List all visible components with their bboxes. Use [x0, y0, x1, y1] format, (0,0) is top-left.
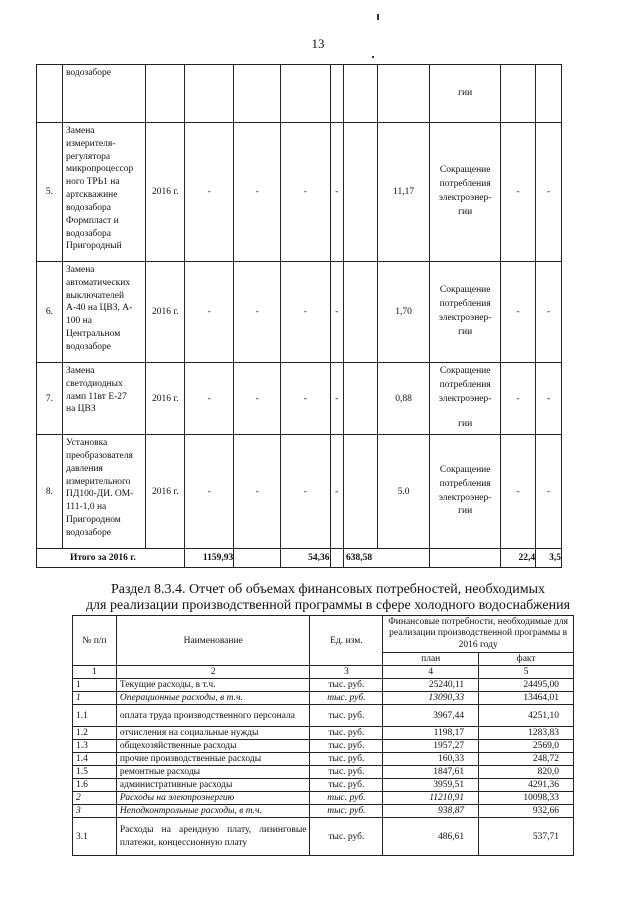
finance-row-fact: 13464,01	[479, 692, 574, 705]
finance-row-number: 1	[73, 692, 117, 705]
finance-row-unit: тыс. руб.	[310, 753, 383, 766]
finance-row-number: 3.1	[73, 818, 117, 856]
measure-effect-value: 0,88	[377, 363, 429, 435]
finance-row-number: 1	[73, 679, 117, 692]
measure-value: -	[536, 435, 562, 549]
measure-name-line: Пригородном	[65, 514, 121, 525]
measure-number: 8.	[37, 435, 63, 549]
measure-effect-value: 11,17	[377, 123, 429, 262]
measure-name-line: регулятора	[65, 151, 111, 162]
finance-row	[73, 818, 574, 856]
finance-row-name: Расходы на арендную плату, лизинговые платежи, концессионную плату	[116, 818, 310, 856]
finance-row-unit: тыс. руб.	[310, 705, 383, 727]
header-num: № п/п	[73, 616, 117, 666]
finance-row-name: ремонтные расходы	[116, 766, 310, 779]
finance-row-fact: 24495,00	[479, 679, 574, 692]
measure-name-line: водозаборе	[65, 527, 111, 538]
measure-name-line: светодиодных	[65, 378, 123, 389]
header-plan: план	[383, 653, 479, 666]
measure-name-line: измерителя-	[65, 138, 116, 149]
measure-name-line: Установка	[65, 438, 108, 449]
measure-effect	[430, 262, 501, 363]
measure-value: -	[501, 435, 536, 549]
col-number: 5	[479, 666, 574, 679]
measure-effect-line: гии	[458, 87, 473, 98]
measure-effect-line: Сокращение	[439, 366, 491, 376]
measure-effect-line: гии	[458, 326, 473, 337]
measure-effect-line: Сокращение	[439, 285, 491, 296]
measure-name-line: микропроцессор	[65, 164, 134, 175]
measure-name	[62, 123, 145, 262]
measure-empty	[343, 435, 377, 549]
finance-row-unit: тыс. руб.	[310, 679, 383, 692]
measure-number: 6.	[37, 262, 63, 363]
measure-value: -	[281, 435, 330, 549]
measure-effect	[430, 363, 501, 435]
measure-value: -	[185, 435, 234, 549]
finance-row-plan: 3959,51	[383, 779, 479, 792]
measure-effect-line: электроэнер-	[438, 193, 492, 203]
finance-row-unit: тыс. руб.	[310, 727, 383, 740]
finance-row-unit: тыс. руб.	[310, 740, 383, 753]
finance-row-name: Неподконтрольные расходы, в т.ч.	[116, 805, 310, 818]
measure-value: -	[234, 262, 281, 363]
measure-value	[330, 65, 343, 123]
measures-table	[36, 64, 562, 568]
measure-number: 5.	[37, 123, 63, 262]
measure-name-line: автоматических	[65, 277, 131, 288]
finance-row-plan: 25240,11	[383, 679, 479, 692]
measure-year: 2016 г.	[146, 363, 185, 435]
finance-row-number: 2	[73, 792, 117, 805]
finance-row-unit: тыс. руб.	[310, 692, 383, 705]
measure-value: -	[501, 262, 536, 363]
scan-speck	[372, 56, 374, 58]
measure-number: 7.	[37, 363, 63, 435]
measure-empty	[343, 65, 377, 123]
finance-row-fact: 2569,0	[479, 740, 574, 753]
measure-value: -	[501, 123, 536, 262]
measure-name-line: Формпласт и	[65, 215, 119, 226]
measure-year	[146, 65, 185, 123]
finance-row	[73, 766, 574, 779]
measure-value: -	[185, 363, 234, 435]
measure-effect-value	[377, 65, 429, 123]
measure-name-line: Замена	[65, 366, 95, 376]
measure-name	[62, 363, 145, 435]
col-number: 2	[116, 666, 310, 679]
finance-row	[73, 727, 574, 740]
total-empty	[430, 549, 501, 568]
measure-effect-line: электроэнер-	[438, 313, 492, 323]
measure-effect-line: гии	[458, 506, 473, 517]
finance-row-fact: 820,0	[479, 766, 574, 779]
finance-row-name: административные расходы	[116, 779, 310, 792]
finance-row-plan: 160,33	[383, 753, 479, 766]
total-value: 638,58	[343, 549, 429, 568]
finance-row-plan: 13090,33	[383, 692, 479, 705]
finance-row-name: Операционные расходы, в т.ч.	[116, 692, 310, 705]
finance-row-unit: тыс. руб.	[310, 779, 383, 792]
measure-name-line: измерительного	[65, 476, 131, 487]
total-empty	[234, 549, 281, 568]
measure-value: -	[330, 435, 343, 549]
finance-row-name: общехозяйственные расходы	[116, 740, 310, 753]
finance-row-unit: тыс. руб.	[310, 818, 383, 856]
section-caption-line-1: Раздел 8.3.4. Отчет об объемах финансовых потребностей, необходимых	[110, 582, 546, 597]
measure-value: -	[281, 123, 330, 262]
measure-name-line: Замена	[65, 126, 95, 136]
measure-row	[37, 262, 562, 363]
header-unit: Ед. изм.	[310, 616, 383, 666]
measure-name-line: преобразователя	[65, 450, 133, 461]
header-needs: Финансовые потребности, необходимые для реализации производственной программы в 2016 году	[383, 616, 574, 653]
measure-effect-line: электроэнер-	[438, 393, 492, 404]
measure-row	[37, 65, 562, 123]
measure-value: -	[185, 262, 234, 363]
finance-row-fact: 1283,83	[479, 727, 574, 740]
finance-row-fact: 10098,33	[479, 792, 574, 805]
total-value: 3,5	[536, 549, 562, 568]
measure-value: -	[330, 123, 343, 262]
finance-row	[73, 779, 574, 792]
finance-row-plan: 3967,44	[383, 705, 479, 727]
measure-name-line: Пригородный	[65, 241, 122, 252]
finance-row	[73, 805, 574, 818]
finance-row-fact: 4291,36	[479, 779, 574, 792]
finance-row-number: 1.2	[73, 727, 117, 740]
measure-name-line: Центральном	[65, 329, 121, 340]
page-number: 13	[311, 36, 325, 51]
col-number: 4	[383, 666, 479, 679]
finance-row-number: 1.1	[73, 705, 117, 727]
measure-year: 2016 г.	[146, 435, 185, 549]
finance-row-name: прочие производственные расходы	[116, 753, 310, 766]
measure-name	[62, 435, 145, 549]
header-name: Наименование	[116, 616, 310, 666]
finance-row-plan: 486,61	[383, 818, 479, 856]
measure-year: 2016 г.	[146, 123, 185, 262]
measure-name-line: на ЦВЗ	[65, 404, 96, 415]
measure-value: -	[234, 435, 281, 549]
measure-empty	[343, 262, 377, 363]
finance-row-unit: тыс. руб.	[310, 805, 383, 818]
finance-row-plan: 1957,27	[383, 740, 479, 753]
measure-effect	[430, 123, 501, 262]
finance-row-name: отчисления на социальные нужды	[116, 727, 310, 740]
measure-value: -	[536, 262, 562, 363]
measure-value: -	[501, 363, 536, 435]
measure-effect-value: 5.0	[377, 435, 429, 549]
finance-row-plan: 938,87	[383, 805, 479, 818]
measure-name-line: ного ТРЬ1 на	[65, 177, 120, 188]
measure-name-line: А-40 на ЦВЗ, А-	[65, 303, 133, 314]
measure-effect-line: гии	[458, 206, 473, 217]
measure-value	[185, 65, 234, 123]
measure-number	[37, 65, 63, 123]
measure-row	[37, 123, 562, 262]
financial-needs-table	[72, 615, 574, 856]
scan-speck	[377, 14, 379, 20]
finance-row	[73, 740, 574, 753]
finance-row-unit: тыс. руб.	[310, 792, 383, 805]
measure-effect-value: 1,70	[377, 262, 429, 363]
measure-name-line: водозабора	[65, 228, 111, 239]
finance-row-number: 1.4	[73, 753, 117, 766]
finance-row-fact: 932,66	[479, 805, 574, 818]
finance-row-number: 3	[73, 805, 117, 818]
col-number: 1	[73, 666, 117, 679]
measure-value: -	[536, 123, 562, 262]
finance-row	[73, 705, 574, 727]
measure-name-line: ПД100-ДИ. ОМ-	[65, 489, 134, 500]
measure-name	[62, 65, 145, 123]
measure-effect-line: потребления	[439, 478, 491, 489]
finance-row-plan: 11210,91	[383, 792, 479, 805]
finance-row-fact: 248,72	[479, 753, 574, 766]
measure-effect-line: гии	[458, 419, 473, 430]
measure-value: -	[536, 363, 562, 435]
measure-name-line: 111-1,0 на	[65, 502, 107, 513]
measure-name-line: водозаборе	[65, 341, 111, 352]
measure-name-line: выключателей	[65, 290, 125, 301]
finance-row	[73, 679, 574, 692]
measure-value: -	[281, 262, 330, 363]
measure-name-line: ламп 11вт Е-27	[65, 391, 127, 402]
measure-name-line: давления	[65, 463, 103, 474]
total-value: 1159,93	[185, 549, 234, 568]
measure-value	[501, 65, 536, 123]
measure-name	[62, 262, 145, 363]
measure-row	[37, 435, 562, 549]
total-row	[37, 549, 562, 568]
measure-value: -	[281, 363, 330, 435]
finance-row-name: Расходы на электроэнергию	[116, 792, 310, 805]
finance-row-number: 1.3	[73, 740, 117, 753]
finance-row-plan: 1847,61	[383, 766, 479, 779]
measure-row	[37, 363, 562, 435]
measure-value: -	[185, 123, 234, 262]
finance-row-unit: тыс. руб.	[310, 766, 383, 779]
measure-name-line: водозаборе	[65, 68, 111, 78]
measure-value: -	[234, 123, 281, 262]
total-label: Итого за 2016 г.	[37, 549, 185, 568]
measure-effect-line: потребления	[439, 179, 491, 190]
measure-year: 2016 г.	[146, 262, 185, 363]
col-number: 3	[310, 666, 383, 679]
finance-row-name: Текущие расходы, в т.ч.	[116, 679, 310, 692]
measure-effect	[430, 435, 501, 549]
finance-row-number: 1.6	[73, 779, 117, 792]
header-fact: факт	[479, 653, 574, 666]
finance-row	[73, 753, 574, 766]
measure-effect-line: потребления	[439, 299, 491, 310]
measure-value: -	[234, 363, 281, 435]
total-value: 54,36	[281, 549, 330, 568]
section-caption-line-2: для реализации производственной программы в сфере холодного водоснабжения	[85, 598, 571, 613]
finance-row	[73, 692, 574, 705]
measure-effect-line	[432, 406, 498, 418]
total-empty	[330, 549, 343, 568]
finance-row-plan: 1198,17	[383, 727, 479, 740]
measure-empty	[343, 363, 377, 435]
measure-effect-line: электроэнер-	[438, 492, 492, 503]
measure-value: -	[330, 363, 343, 435]
measure-effect-line: потребления	[439, 379, 491, 390]
finance-row-number: 1.5	[73, 766, 117, 779]
measure-effect-line: Сокращение	[439, 165, 491, 176]
measure-name-line: Замена	[65, 265, 95, 275]
measure-value: -	[330, 262, 343, 363]
total-value: 22,4	[501, 549, 536, 568]
measure-effect	[430, 65, 501, 123]
measure-empty	[343, 123, 377, 262]
measure-value	[281, 65, 330, 123]
measure-name-line: артскважине	[65, 190, 118, 201]
measure-value	[536, 65, 562, 123]
measure-value	[234, 65, 281, 123]
finance-row	[73, 792, 574, 805]
measure-effect-line: Сокращение	[439, 465, 491, 476]
finance-row-fact: 537,71	[479, 818, 574, 856]
finance-row-name: оплата труда производственного персонала	[116, 705, 310, 727]
finance-row-fact: 4251,10	[479, 705, 574, 727]
measure-name-line: 100 на	[65, 316, 92, 327]
measure-name-line: водозабора	[65, 202, 111, 213]
